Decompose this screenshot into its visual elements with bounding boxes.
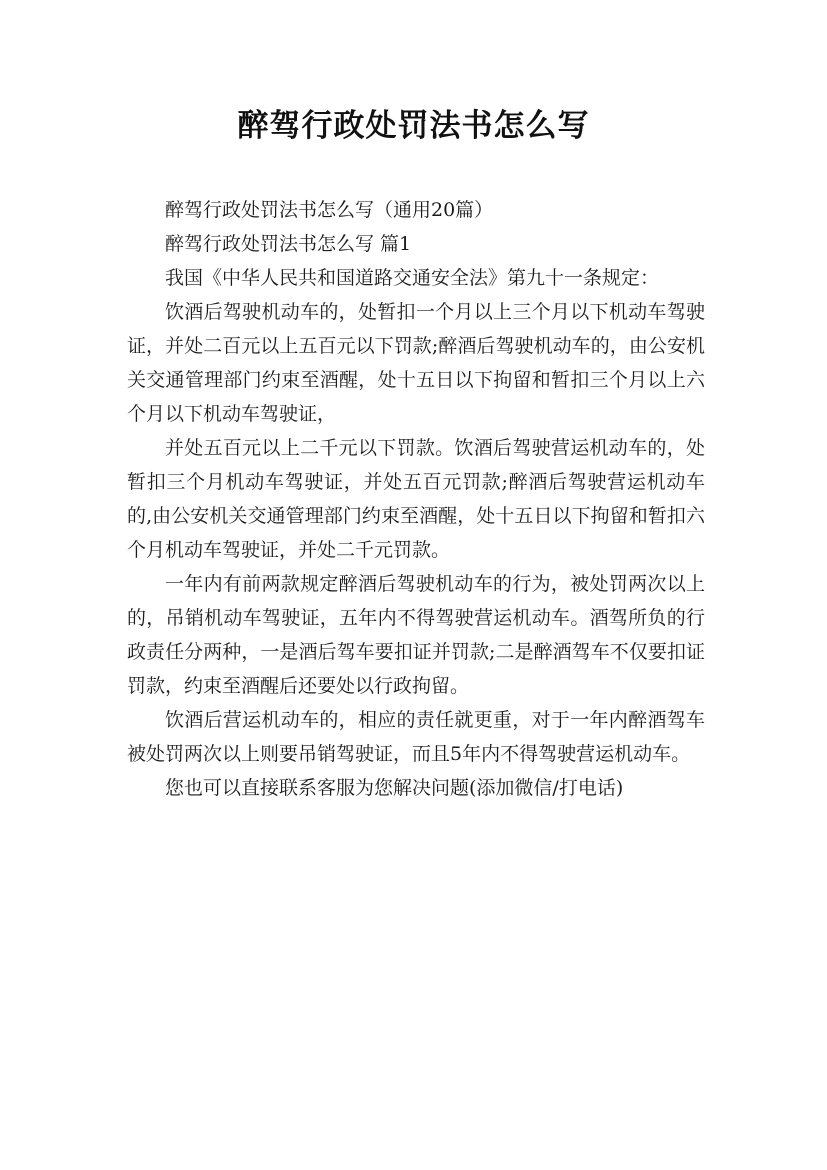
paragraph: 饮酒后驾驶机动车的，处暂扣一个月以上三个月以下机动车驾驶证，并处二百元以上五百元以下罚款;醉酒后驾驶机动车的，由公安机关交通管理部门约束至酒醒，处十五日以下拘留和暂扣三个月以上六个月以下机动车驾驶证， [127,301,705,425]
document-body [127,193,705,805]
paragraph: 醉驾行政处罚法书怎么写 篇1 [165,233,412,255]
paragraph: 并处五百元以上二千元以下罚款。饮酒后驾驶营运机动车的，处暂扣三个月机动车驾驶证，并处五百元罚款;醉酒后驾驶营运机动车的,由公安机关交通管理部门约束至酒醒，处十五日以下拘留和暂扣六个月机动车驾驶证，并处二千元罚款。 [127,437,705,561]
paragraph: 我国《中华人民共和国道路交通安全法》第九十一条规定： [165,267,660,289]
paragraph: 醉驾行政处罚法书怎么写（通用20篇） [165,199,494,221]
paragraph: 一年内有前两款规定醉酒后驾驶机动车的行为，被处罚两次以上的，吊销机动车驾驶证，五年内不得驾驶营运机动车。酒驾所负的行政责任分两种，一是酒后驾车要扣证并罚款;二是醉酒驾车不仅要扣证罚款，约束至酒醒后还要处以行政拘留。 [127,573,705,697]
document-title: 醉驾行政处罚法书怎么写 [237,108,590,144]
paragraph: 饮酒后营运机动车的，相应的责任就更重，对于一年内醉酒驾车被处罚两次以上则要吊销驾驶证，而且5年内不得驾驶营运机动车。 [127,709,705,765]
paragraph: 您也可以直接联系客服为您解决问题(添加微信/打电话) [165,777,624,799]
